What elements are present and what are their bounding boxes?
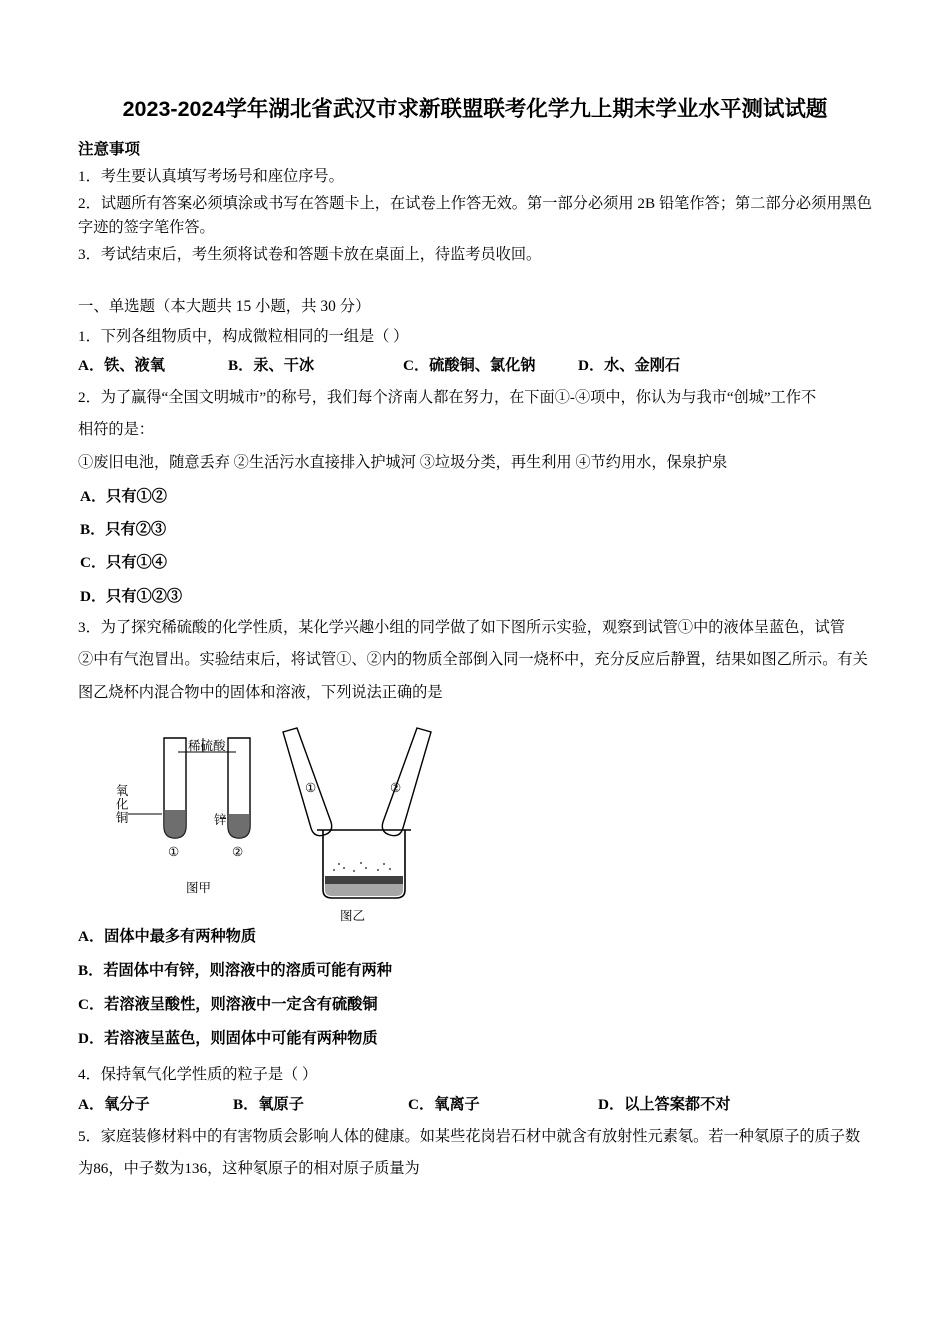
question-1-stem: 1．下列各组物质中，构成微粒相同的一组是（ ） <box>78 327 409 345</box>
question-2-stem-line-3: ①废旧电池，随意丢弃 ②生活污水直接排入护城河 ③垃圾分类，再生利用 ④节约用水，保泉护泉 <box>78 453 728 471</box>
question-5-stem-line-2: 为86，中子数为136，这种氡原子的相对原子质量为 <box>78 1160 420 1178</box>
question-2-option-a: A．只有①② <box>80 488 167 506</box>
figure-caption-jia: 图甲 <box>186 880 212 895</box>
question-4-stem: 4．保持氧气化学性质的粒子是（ ） <box>78 1066 318 1084</box>
question-3-figure <box>78 718 872 923</box>
question-2-options <box>78 480 872 613</box>
figure-label-tube-2-right: ② <box>390 780 402 795</box>
question-4-option-a: A．氧分子 <box>78 1095 150 1113</box>
figure-label-tube-1-right: ① <box>305 780 317 795</box>
question-1-option-d: D．水、金刚石 <box>578 357 681 375</box>
figure-label-dilute-acid: 稀硫酸 <box>188 738 226 753</box>
question-1-option-b: B．汞、干冰 <box>228 357 315 375</box>
figure-label-tube-2: ② <box>232 844 244 859</box>
figure-label-zinc: 锌 <box>214 812 227 827</box>
notice-line-3: 3．考试结束后，考生须将试卷和答题卡放在桌面上，待监考员收回。 <box>78 245 542 263</box>
question-3-stem-line-2: ②中有气泡冒出。实验结束后，将试管①、②内的物质全部倒入同一烧杯中，充分反应后静置，结果如图乙所示。有关 <box>78 651 868 669</box>
question-3-stem-line-1: 3．为了探究稀硫酸的化学性质，某化学兴趣小组的同学做了如下图所示实验，观察到试管①中的液体呈蓝色，试管 <box>78 618 845 636</box>
question-1-option-a: A．铁、液氧 <box>78 357 165 375</box>
page-title: 2023-2024学年湖北省武汉市求新联盟联考化学九上期末学业水平测试试题 <box>122 97 828 121</box>
figure-label-copper-oxide: 氧化铜 <box>114 783 129 825</box>
question-2-option-d: D．只有①②③ <box>80 587 183 605</box>
question-4-option-d: D．以上答案都不对 <box>598 1095 731 1113</box>
figure-caption-yi: 图乙 <box>340 908 366 923</box>
question-3-option-b: B．若固体中有锌，则溶液中的溶质可能有两种 <box>78 962 392 980</box>
question-3-option-a: A．固体中最多有两种物质 <box>78 927 257 945</box>
question-5-stem-line-1: 5．家庭装修材料中的有害物质会影响人体的健康。如某些花岗岩石材中就含有放射性元素氡。若一种氡原子的质子数 <box>78 1127 861 1145</box>
question-3-stem-line-3: 图乙烧杯内混合物中的固体和溶液，下列说法正确的是 <box>78 683 443 701</box>
notice-heading: 注意事项 <box>78 141 141 158</box>
question-2-stem-line-2: 相符的是： <box>78 421 154 439</box>
question-2-option-c: C．只有①④ <box>80 554 167 572</box>
experiment-diagram <box>78 718 498 914</box>
figure-label-tube-1: ① <box>168 844 180 859</box>
question-3-option-c: C．若溶液呈酸性，则溶液中一定含有硫酸铜 <box>78 996 378 1014</box>
notice-line-1: 1．考生要认真填写考场号和座位序号。 <box>78 168 344 185</box>
notice-line-2: 2．试题所有答案必须填涂或书写在答题卡上，在试卷上作答无效。第一部分必须用 2B 铅笔作答；第二部分必须用黑色字迹的签字笔作答。 <box>78 194 872 237</box>
question-3-options <box>78 920 872 1056</box>
question-4-options <box>78 1091 872 1120</box>
question-3-option-d: D．若溶液呈蓝色，则固体中可能有两种物质 <box>78 1030 378 1048</box>
question-2-stem-line-1: 2．为了赢得“全国文明城市”的称号，我们每个济南人都在努力，在下面①-④项中，你认为与我市“创城”工作不 <box>78 388 817 406</box>
question-4-option-c: C．氧离子 <box>408 1095 480 1113</box>
question-2-option-b: B．只有②③ <box>80 521 167 539</box>
question-1-options <box>78 352 872 381</box>
question-4-option-b: B．氧原子 <box>233 1095 304 1113</box>
question-1-option-c: C．硫酸铜、氯化钠 <box>403 357 536 375</box>
section-heading: 一、单选题（本大题共 15 小题，共 30 分） <box>78 297 371 315</box>
